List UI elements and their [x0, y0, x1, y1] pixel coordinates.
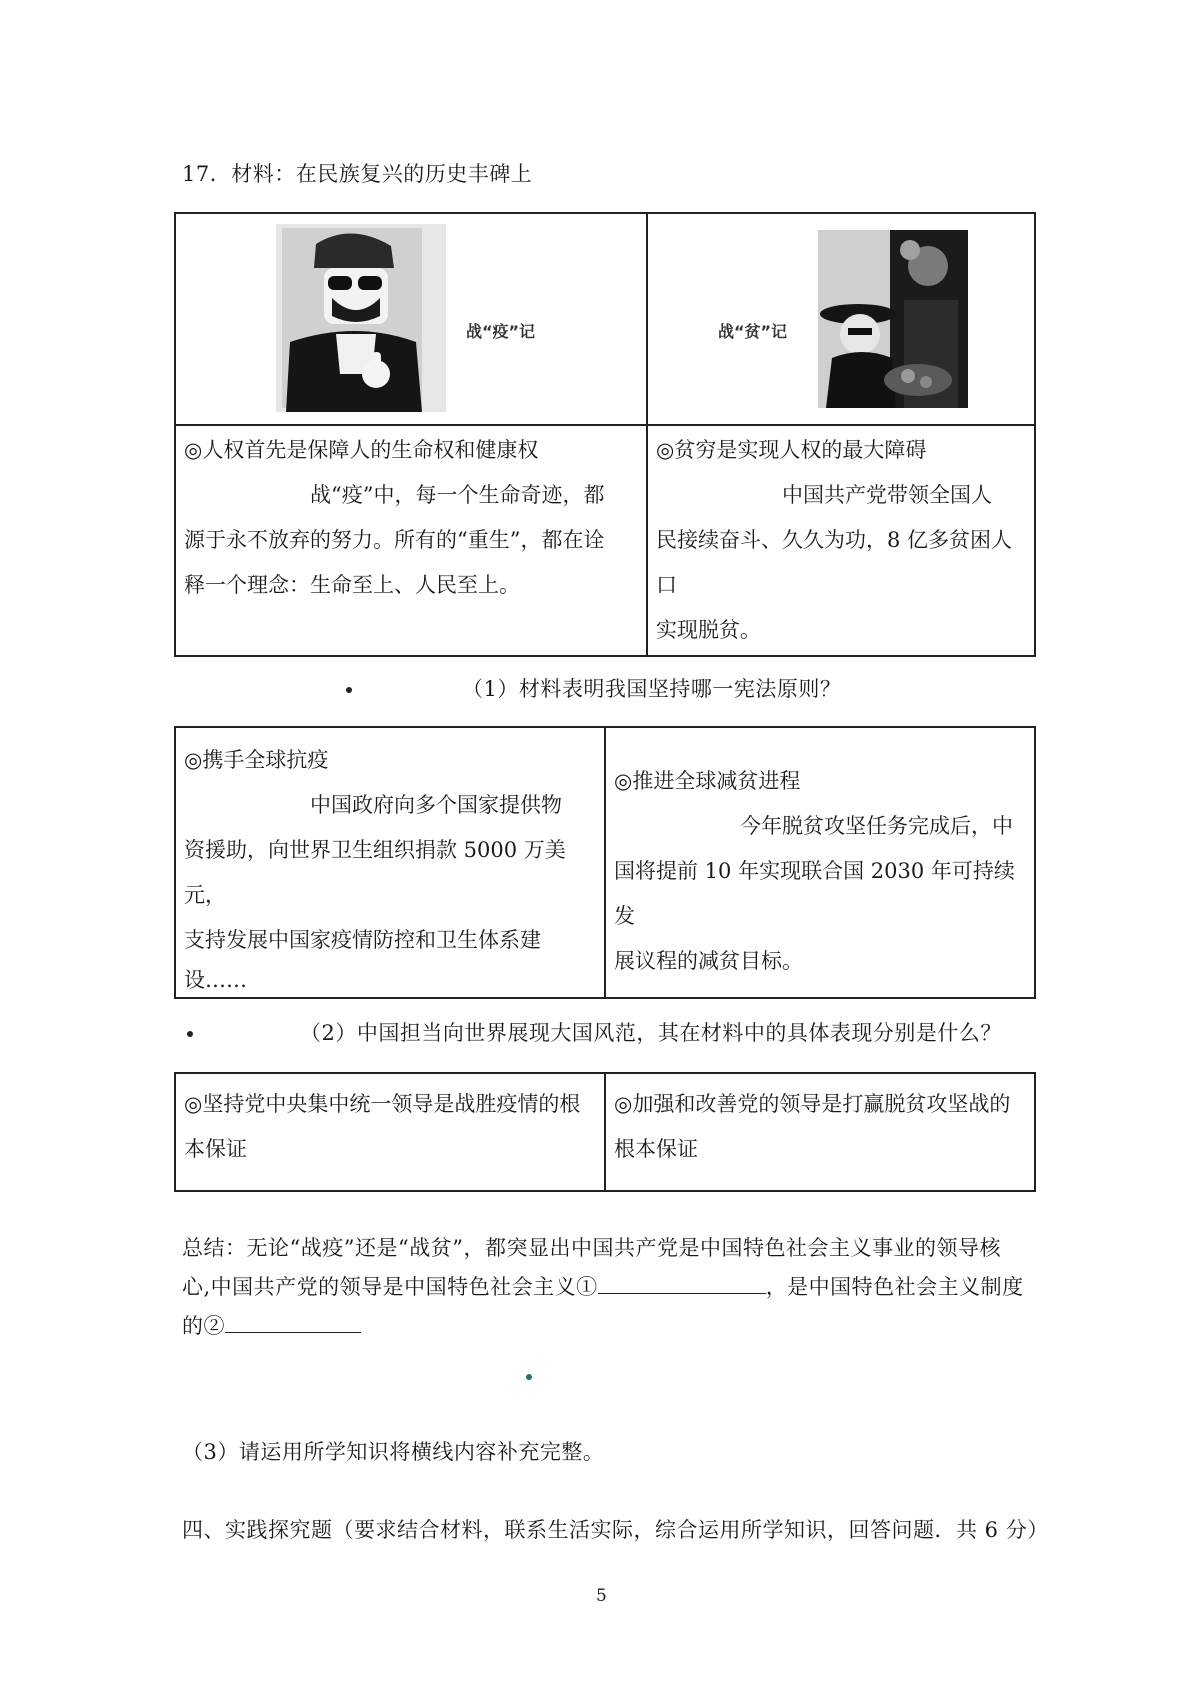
central-leadership-line-1: ◎坚持党中央集中统一领导是战胜疫情的根	[184, 1092, 581, 1116]
poverty-illustration-cell	[647, 213, 1035, 425]
party-leadership-line-2: 根本保证	[614, 1137, 698, 1161]
party-leadership-cell	[605, 1073, 1035, 1191]
central-leadership-line-2: 本保证	[184, 1137, 247, 1161]
summary-line-1: 总结：无论“战疫”还是“战贫”，都突显出中国共产党是中国特色社会主义事业的领导核	[182, 1236, 1001, 1260]
poverty-cell-title: ◎贫穷是实现人权的最大障碍	[656, 438, 927, 462]
poverty-caption: 战“贫”记	[718, 322, 788, 341]
human-rights-health-cell	[175, 425, 647, 656]
health-cell-line-1: 战“疫”中，每一个生命奇迹，都	[310, 483, 605, 507]
health-cell-line-2: 源于永不放弃的努力。所有的“重生”，都在诠	[184, 528, 605, 552]
party-leadership-line-1: ◎加强和改善党的领导是打赢脱贫攻坚战的	[614, 1092, 1011, 1116]
global-epidemic-cell	[175, 727, 605, 998]
material-table-2	[174, 726, 1036, 999]
epidemic-illustration-cell	[175, 213, 647, 425]
epidemic-caption: 战“疫”记	[466, 322, 536, 341]
epidemic-worker-image	[276, 224, 446, 412]
question-title: 17．材料：在民族复兴的历史丰碑上	[182, 162, 533, 186]
poverty-cell-line-3: 实现脱贫。	[656, 618, 761, 642]
poverty-cell-line-2: 民接续奋斗、久久为功，8 亿多贫困人口	[656, 528, 1013, 597]
question-3: （3）请运用所学知识将横线内容补充完整。	[182, 1440, 605, 1464]
global-poverty-line-3: 展议程的减贫目标。	[614, 949, 803, 973]
global-epidemic-line-3: 支持发展中国家疫情防控和卫生体系建	[184, 928, 541, 952]
bullet-teal	[526, 1374, 532, 1380]
material-table-3	[174, 1072, 1036, 1192]
summary-line-2-end: ，是中国特色社会主义制度	[765, 1275, 1024, 1299]
global-poverty-cell	[605, 727, 1035, 998]
health-cell-line-3: 释一个理念：生命至上、人民至上。	[184, 573, 520, 597]
bullet-q1	[346, 687, 352, 693]
global-poverty-title: ◎推进全球减贫进程	[614, 769, 801, 793]
global-epidemic-line-2: 资援助，向世界卫生组织捐款 5000 万美元，	[184, 838, 566, 907]
central-leadership-cell	[175, 1073, 605, 1191]
health-cell-title: ◎人权首先是保障人的生命权和健康权	[184, 438, 539, 462]
global-epidemic-title: ◎携手全球抗疫	[184, 748, 329, 772]
poverty-cell-line-1: 中国共产党带领全国人	[782, 483, 992, 507]
summary-line-2-start: 心,中国共产党的领导是中国特色社会主义①	[182, 1275, 598, 1299]
blank-1[interactable]	[598, 1273, 766, 1294]
global-epidemic-line-1: 中国政府向多个国家提供物	[310, 793, 562, 817]
global-poverty-line-2: 国将提前 10 年实现联合国 2030 年可持续发	[614, 859, 1015, 928]
summary-line-3	[182, 1310, 361, 1340]
summary-line-3-start: 的②	[182, 1314, 225, 1338]
page-number: 5	[596, 1586, 607, 1606]
bullet-q2	[187, 1031, 193, 1037]
section-4-heading: 四、实践探究题（要求结合材料，联系生活实际，综合运用所学知识，回答问题．共 6 分）	[182, 1518, 1049, 1542]
material-table-1	[174, 212, 1036, 657]
summary-line-2	[182, 1271, 1024, 1301]
blank-2[interactable]	[225, 1312, 361, 1333]
poverty-obstacle-cell	[647, 425, 1035, 656]
poverty-villagers-image	[818, 230, 968, 408]
global-epidemic-line-4: 设……	[184, 968, 247, 992]
question-1: （1）材料表明我国坚持哪一宪法原则？	[462, 677, 842, 701]
question-2: （2）中国担当向世界展现大国风范，其在材料中的具体表现分别是什么？	[300, 1021, 1002, 1045]
global-poverty-line-1: 今年脱贫攻坚任务完成后，中	[740, 814, 1013, 838]
